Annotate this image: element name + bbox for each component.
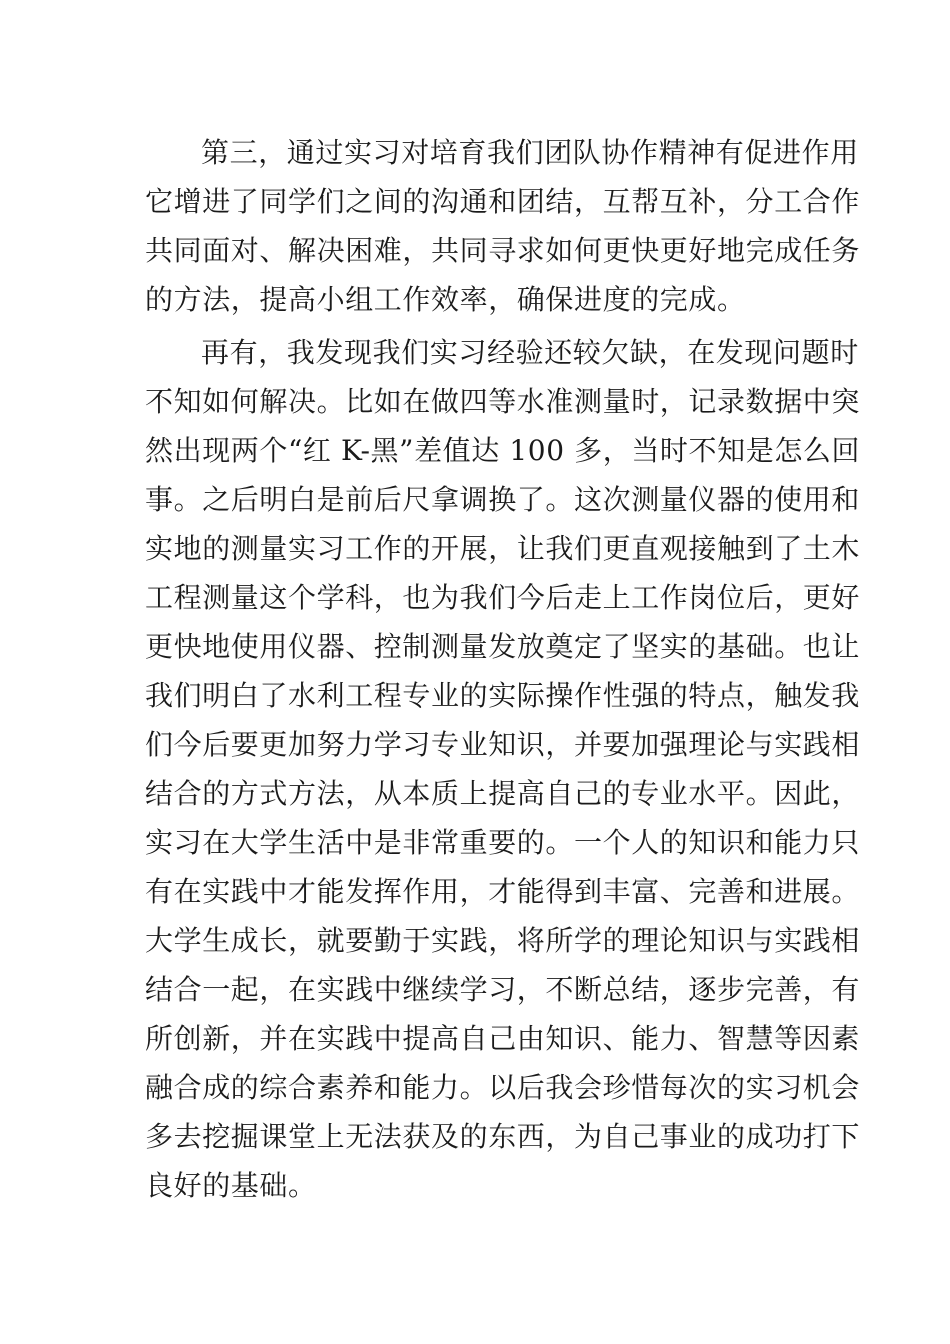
paragraph-experience [145, 328, 861, 1210]
paragraph-line: 融合成的综合素养和能力。以后我会珍惜每次的实习机会 [145, 1071, 861, 1104]
paragraph-line: 的方法，提高小组工作效率，确保进度的完成。 [145, 283, 746, 316]
paragraph-line: 实习在大学生活中是非常重要的。一个人的知识和能力只 [145, 826, 861, 859]
paragraph-line: 大学生成长，就要勤于实践，将所学的理论知识与实践相 [145, 924, 861, 957]
paragraph-teamwork [145, 128, 861, 324]
paragraph-line: 第三，通过实习对培育我们团队协作精神有促进作用 [201, 136, 859, 169]
paragraph-line: 有在实践中才能发挥作用，才能得到丰富、完善和进展。 [145, 875, 861, 908]
paragraph-line: 再有，我发现我们实习经验还较欠缺，在发现问题时 [201, 336, 859, 369]
paragraph-line: 它增进了同学们之间的沟通和团结，互帮互补，分工合作 [145, 185, 861, 218]
paragraph-line: 更快地使用仪器、控制测量发放奠定了坚实的基础。也让 [145, 630, 861, 663]
paragraph-line: 工程测量这个学科，也为我们今后走上工作岗位后，更好 [145, 581, 861, 614]
paragraph-line: 良好的基础。 [145, 1169, 317, 1202]
paragraph-line: 事。之后明白是前后尺拿调换了。这次测量仪器的使用和 [145, 483, 861, 516]
paragraph-line: 共同面对、解决困难，共同寻求如何更快更好地完成任务 [145, 234, 861, 267]
paragraph-line: 不知如何解决。比如在做四等水准测量时，记录数据中突 [145, 385, 861, 418]
document-body [145, 128, 861, 1210]
paragraph-line: 所创新，并在实践中提高自己由知识、能力、智慧等因素 [145, 1022, 861, 1055]
paragraph-line: 我们明白了水利工程专业的实际操作性强的特点，触发我 [145, 679, 861, 712]
paragraph-line: 结合一起，在实践中继续学习，不断总结，逐步完善，有 [145, 973, 861, 1006]
paragraph-line: 们今后要更加努力学习专业知识，并要加强理论与实践相 [145, 728, 861, 761]
paragraph-line: 结合的方式方法，从本质上提高自己的专业水平。因此， [145, 777, 861, 810]
paragraph-line: 实地的测量实习工作的开展，让我们更直观接触到了土木 [145, 532, 861, 565]
paragraph-line: 多去挖掘课堂上无法获及的东西，为自己事业的成功打下 [145, 1120, 861, 1153]
paragraph-line: 然出现两个“红 K-黑”差值达 100 多，当时不知是怎么回 [145, 434, 861, 467]
